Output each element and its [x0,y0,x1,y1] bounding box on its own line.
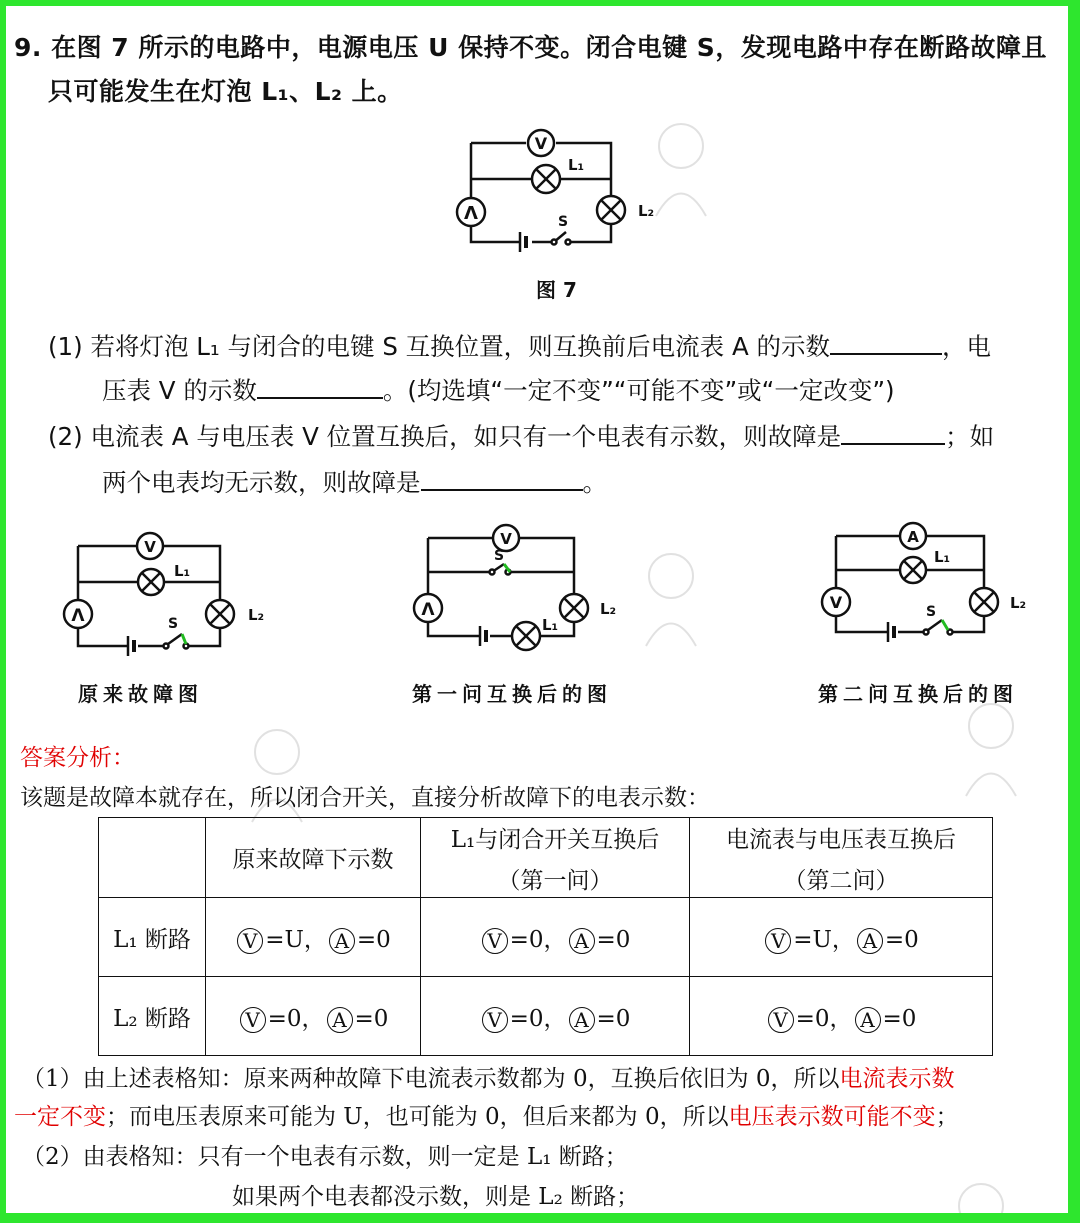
table-row [99,898,993,977]
explanation-1-line-2: 一定不变；而电压表原来可能为 U，也可能为 0，但后来都为 0，所以电压表示数可能不变； [14,1104,959,1130]
caption-original: 原来故障图 [78,682,203,706]
question-line-2: 只可能发生在灯泡 L₁、L₂ 上。 [48,77,403,106]
svg-text:L₁: L₁ [934,548,951,566]
svg-text:Λ: Λ [421,600,435,620]
figure-7-circuit [436,124,676,264]
svg-text:L₂: L₂ [248,606,265,624]
figure-7-label: 图 7 [536,278,577,302]
table-header-first: L₁与闭合开关互换后 （第一问） [421,818,690,898]
question-line-1: 9. 在图 7 所示的电路中，电源电压 U 保持不变。闭合电键 S，发现电路中存在断路故障且 [14,33,1047,62]
switch-label: S [558,214,569,230]
table-cell: V =0， A =0 [421,977,690,1056]
answer-intro: 该题是故障本就存在，所以闭合开关，直接分析故障下的电表示数： [20,785,710,811]
svg-text:V: V [829,593,843,612]
table-cell: V =0， A =0 [690,977,993,1056]
original-fault-circuit [58,524,278,659]
table-cell: V =U， A =0 [206,898,421,977]
table-cell: V =0， A =0 [421,898,690,977]
explanation-2-line-2: 如果两个电表都没示数，则是 L₂ 断路； [232,1184,640,1210]
watermark-icon [946,1176,1016,1213]
voltmeter-label: V [534,134,548,153]
explanation-1-line-1: （1）由上述表格知：原来两种故障下电流表示数都为 0，互换后依旧为 0，所以电流表示数 [22,1066,955,1092]
svg-text:V: V [144,538,156,556]
lamp2-label: L₂ [638,202,655,220]
watermark-icon [242,722,312,832]
worksheet-page [6,6,1068,1213]
explanation-2-line-1: （2）由表格知：只有一个电表有示数，则一定是 L₁ 断路； [22,1144,628,1170]
table-header-original: 原来故障下示数 [206,818,421,898]
first-swap-circuit [406,516,626,656]
svg-text:L₁: L₁ [174,562,191,580]
table-row [99,977,993,1056]
part1-line-1: (1) 若将灯泡 L₁ 与闭合的电键 S 互换位置，则互换前后电流表 A 的示数 ，电 [48,332,991,361]
svg-text:V: V [500,530,512,548]
lamp1-label: L₁ [568,156,585,174]
watermark-icon [956,696,1026,806]
table-cell: V =0， A =0 [206,977,421,1056]
watermark-icon [646,116,716,226]
row-label: L₂ 断路 [99,977,206,1056]
caption-second-swap: 第二问互换后的图 [818,682,1018,706]
svg-text:L₁: L₁ [542,616,559,634]
svg-text:L₂: L₂ [600,600,617,618]
part1-line-2: 压表 V 的示数 。(均选填“一定不变”“可能不变”或“一定改变”) [102,376,895,405]
svg-text:S: S [494,548,505,564]
row-label: L₁ 断路 [99,898,206,977]
svg-text:S: S [168,616,179,632]
fault-table [98,817,993,1056]
svg-text:Λ: Λ [71,606,85,626]
table-cell: V =U， A =0 [690,898,993,977]
table-header-second: 电流表与电压表互换后 （第二问） [690,818,993,898]
svg-text:L₂: L₂ [1010,594,1027,612]
part2-line-1: (2) 电流表 A 与电压表 V 位置互换后，如只有一个电表有示数，则故障是 ；如 [48,422,995,451]
answer-title: 答案分析： [20,745,135,771]
second-swap-circuit [814,514,1054,649]
caption-first-swap: 第一问互换后的图 [412,682,612,706]
table-header-empty [99,818,206,898]
part2-line-2: 两个电表均无示数，则故障是 。 [102,468,607,497]
svg-text:A: A [907,528,919,546]
ammeter-label: Λ [464,203,478,224]
svg-text:S: S [926,604,937,620]
watermark-icon [636,546,706,656]
